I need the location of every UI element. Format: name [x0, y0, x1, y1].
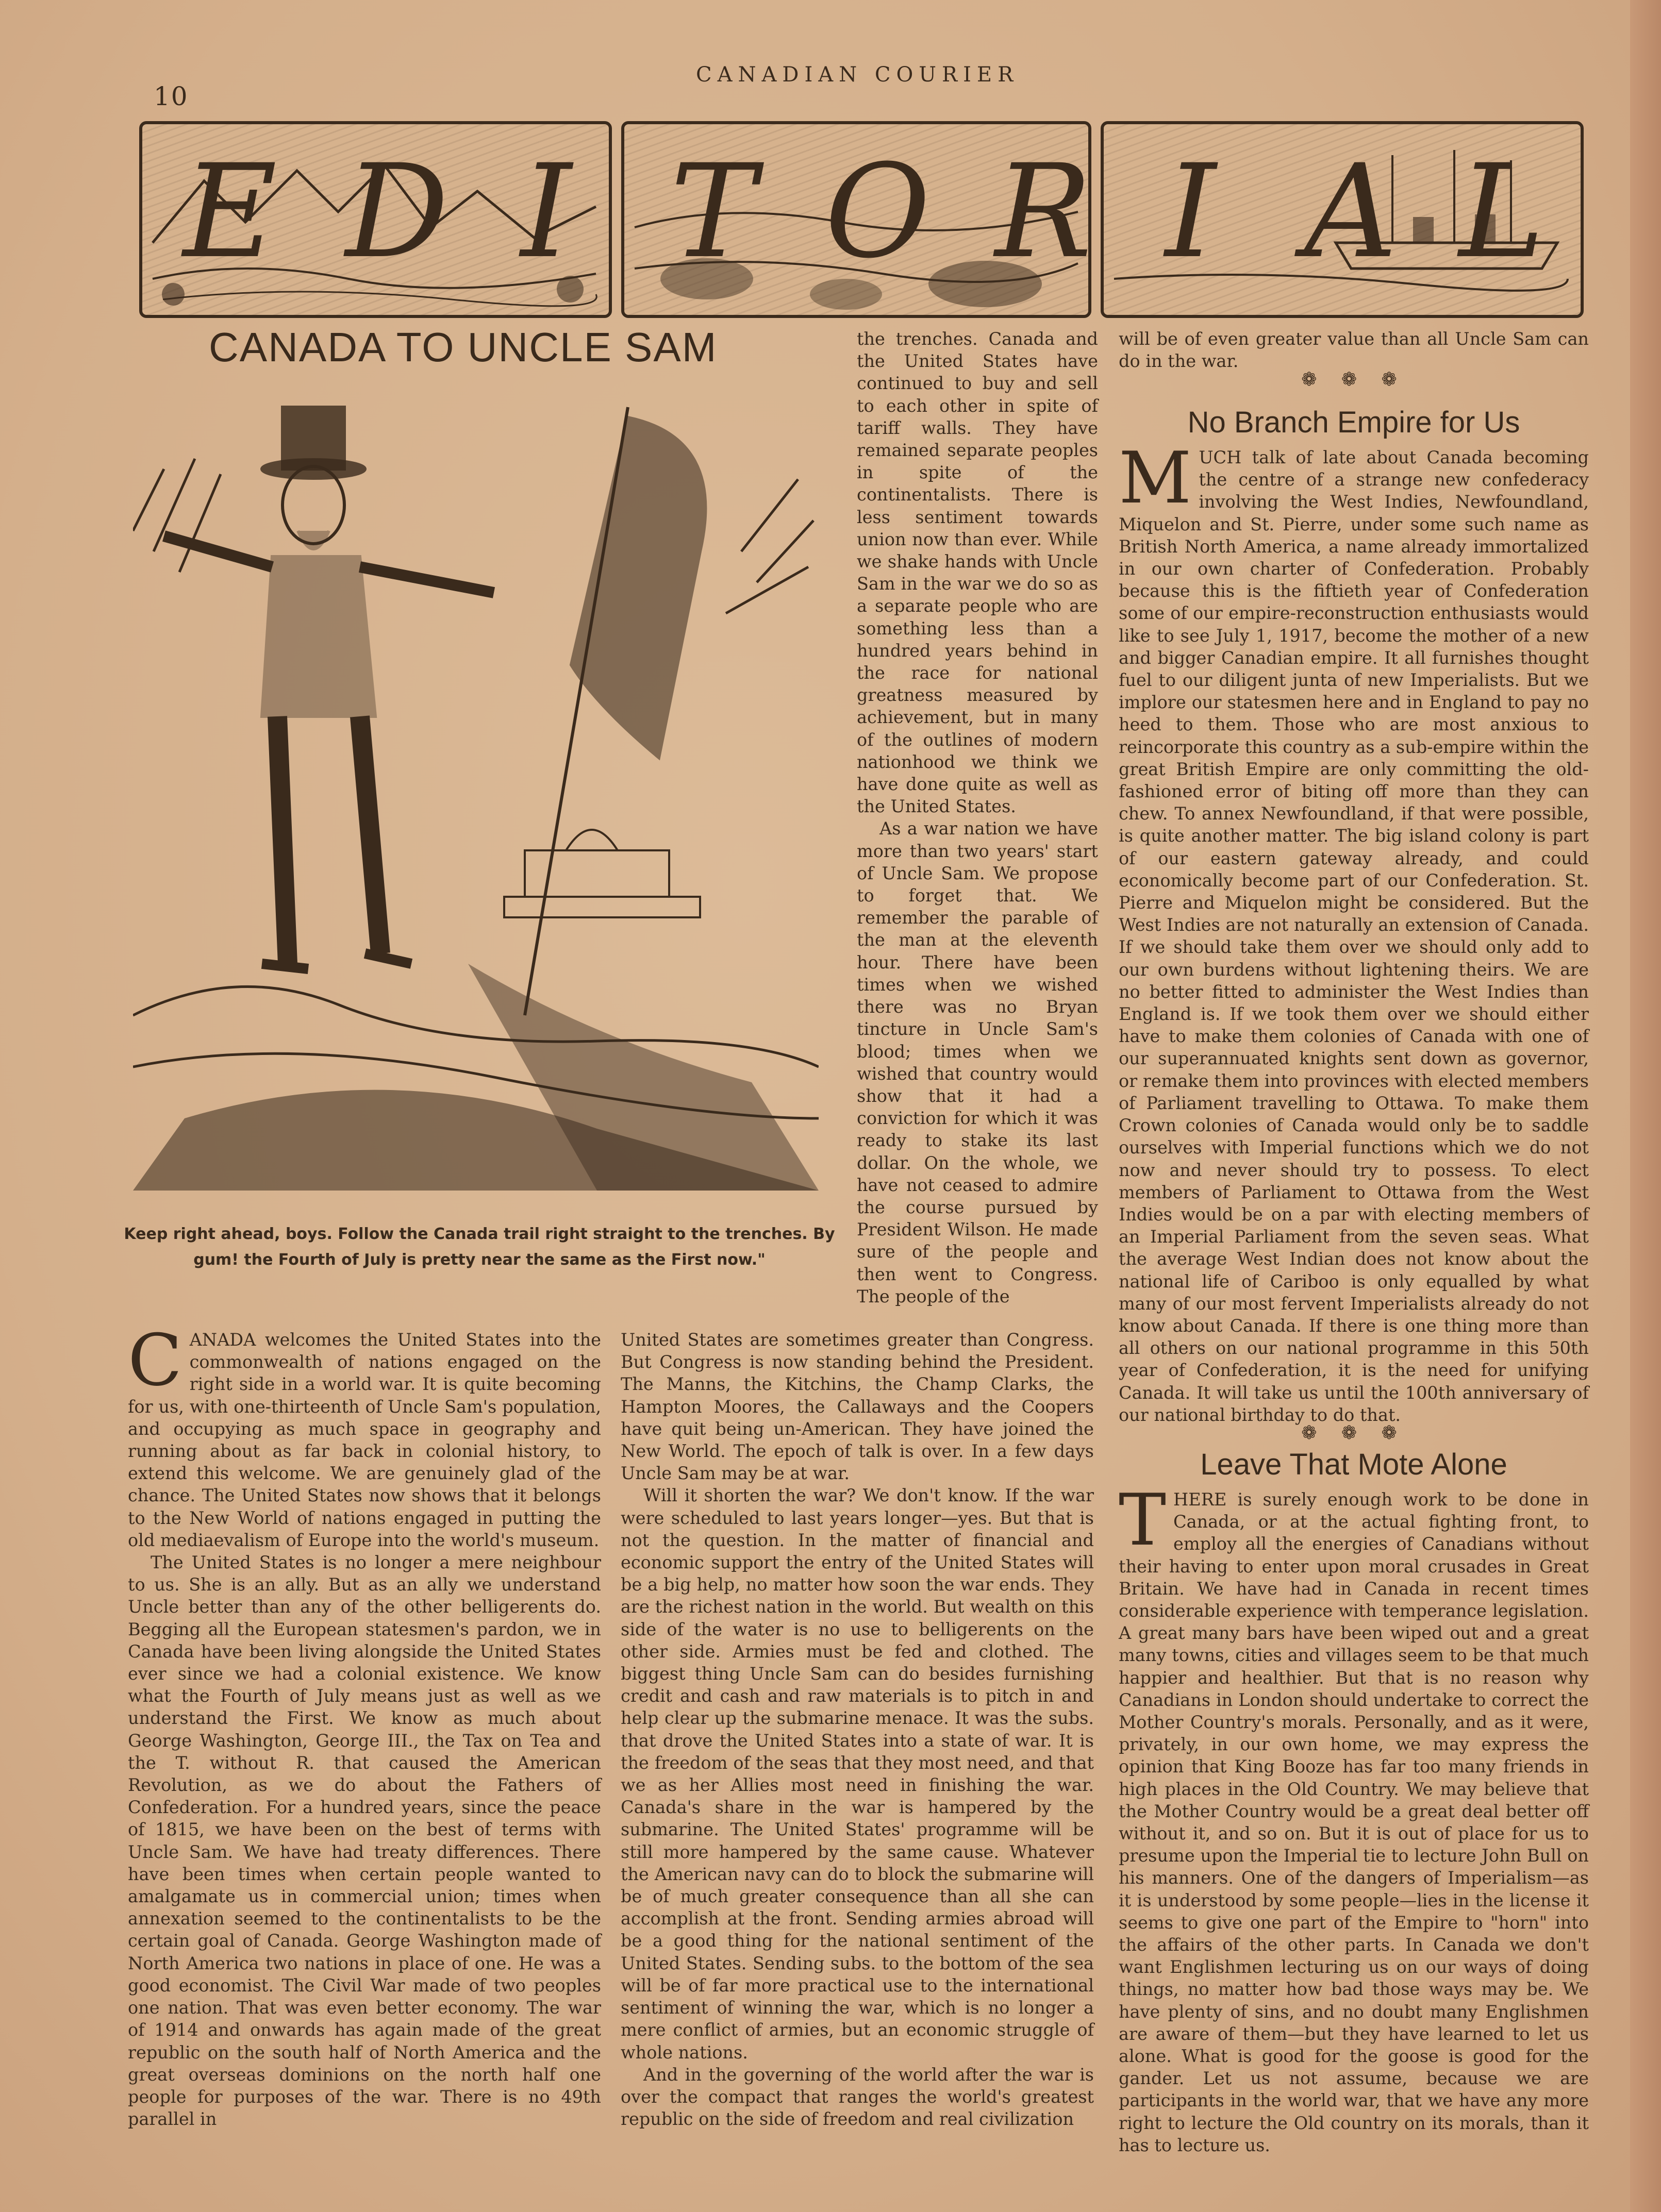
drop-cap: T — [1119, 1479, 1167, 1562]
drop-cap: C — [128, 1319, 182, 1402]
banner-letter: A — [1304, 137, 1398, 287]
article1-middle-top-column — [857, 328, 1098, 1308]
article1-middle-bottom-column — [621, 1329, 1094, 2130]
cartoon-caption: Keep right ahead, boys. Follow the Canada trail right straight to the trenches. By gum! the Fourth of July is pretty near the same as the First now." — [124, 1225, 835, 1269]
article1-paragraph: Will it shorten the war? We don't know. If the war were scheduled to last years longer—yes. But that is not the question. In the matter of financial and economic support the entry of the United States will be a big help, no matter how soon the war ends. They are the richest nation in the world. But wealth on this side of the water is no use to belligerents on the other side. Armies must be fed and clothed. The biggest thing Uncle Sam can do besides furnishing credit and cash and raw materials is to pitch in and help clear up the submarine menace. It was the subs. that drove the United States into a state of war. It is the freedom of the seas that they most need, and that we as her Allies most need in finishing the war. Canada's share in the war is hampered by the submarine. The United States' programme will be still more hampered by the same cause. Whatever the American navy can do to block the submarine will be of much greater consequence than all she can accomplish at the front. Sending armies abroad will be a good thing for the national sentiment of the United States. Sending subs. to the bottom of the sea will be of far more practical use to the international sentiment of winning the war, which is no longer a mere conflict of armies, but an economic struggle of whole nations. — [621, 1485, 1094, 2063]
article3-column — [1119, 1479, 1589, 2156]
banner-letter: I — [521, 137, 572, 287]
running-head: CANADIAN COURIER — [696, 63, 1019, 87]
article1-paragraph: The United States is no longer a mere neighbour to us. She is an ally. But as an ally we understand Uncle better than any of the other belligerents do. Begging all the European statesmen's pardon, we in Canada have been living alongside the United States ever since we had a colonial existence. We know what the Fourth of July means just as well as we understand the First. We know as much about George Washington, George III., the Tax on Tea and the T. without R. that caused the American Revolution, as we do about the Fathers of Confederation. For a hundred years, since the peace of 1815, we have been on the best of terms with Uncle Sam. We have had treaty differences. There have been times when certain people wanted to amalgamate us in commercial union; times when annexation seemed to the continentalists to be the certain goal of Canada. George Washington made of North America two nations in place of one. He was a good economist. The Civil War made of two peoples one nation. That was even better economy. The war of 1914 and onwards has again made of the great republic on the south half of North America and the great overseas dominions on the north half one people for purposes of the war. There is no 49th parallel in — [128, 1552, 601, 2130]
banner-letter: R — [995, 137, 1092, 287]
article3-title: Leave That Mote Alone — [1200, 1448, 1507, 1481]
article1-paragraph: United States are sometimes greater than Congress. But Congress is now standing behind the President. The Manns, the Kitchins, the Champ Clarks, the Hampton Moores, the Callaways and the Coopers have quit being un-American. They have joined the New World. The epoch of talk is over. In a few days Uncle Sam may be at war. — [621, 1330, 1094, 1484]
banner-letter: T — [670, 137, 756, 287]
article2-title: No Branch Empire for Us — [1187, 406, 1520, 439]
banner-letter: D — [345, 137, 449, 287]
article3-paragraph — [1119, 1479, 1589, 2156]
article1-right-top — [1119, 328, 1589, 372]
uncle-sam-cartoon — [133, 397, 819, 1191]
article1-text: ANADA welcomes the United States into the commonwealth of nations engaged on the right side in a world war. It is quite becoming for us, with one-thirteenth of Uncle Sam's population, and occupying as much space in geography and running about as far back in colonial history, to extend this welcome. We are genuinely glad of the chance. The United States now shows that it belongs to the New World of nations engaged in putting the old mediaevalism of Europe into the world's museum. — [128, 1330, 601, 1550]
article2-column — [1119, 437, 1589, 1426]
section-separator: ❁ ❁ ❁ — [1301, 1422, 1406, 1444]
article1-paragraph: the trenches. Canada and the United States have continued to buy and sell to each other in spite of tariff walls. They have remained separate peoples in spite of the continentalists. There is less sentiment towards union now than ever. While we shake hands with Uncle Sam in the war we do so as a separate people who are something less than a hundred years behind in the race for national greatness measured by achievement, but in many of the outlines of modern nationhood we think we have done quite as well as the United States. — [857, 329, 1098, 817]
capitol-building-icon — [504, 830, 700, 917]
page-number: 10 — [154, 81, 189, 111]
banner-letter: I — [1165, 137, 1216, 287]
banner-letter: O — [825, 137, 931, 287]
article1-paragraph: As a war nation we have more than two years' start of Uncle Sam. We propose to forget that. We remember the parable of the man at the eleventh hour. There have been times when we wished there was no Bryan tincture in Uncle Sam's blood; times when we wished that country would show that it had a conviction for which it was ready to stake its last dollar. On the whole, we have not ceased to admire the course pursued by President Wilson. He made sure of the people and then went to Congress. The people of the — [857, 818, 1098, 1306]
article1-left-column — [128, 1319, 601, 2130]
page-edge — [1630, 0, 1661, 2212]
section-separator: ❁ ❁ ❁ — [1301, 369, 1406, 390]
drop-cap: M — [1119, 437, 1192, 520]
article1-paragraph: And in the governing of the world after the war is over the compact that ranges the world's greatest republic on the side of freedom and real civilization — [621, 2064, 1094, 2130]
article2-text: UCH talk of late about Canada becoming the centre of a strange new confederacy involving the West Indies, Newfoundland, Miquelon and St. Pierre, under some such name as British North America, a name already immortalized in our own charter of Confederation. Probably because this is the fiftieth year of Confederation some of our empire-reconstruction enthusiasts would like to see July 1, 1917, become the mother of a new and bigger Canadian empire. It all furnishes thought fuel to our diligent junta of new Imperialists. But we implore our statesmen here and in England to pay no heed to them. Those who are most anxious to reincorporate this country as a sub-empire within the great British Empire are only committing the old-fashioned error of biting off more than they can chew. To annex Newfoundland, if that were possible, is quite another matter. The big island colony is part of our eastern gateway already, and could economically become part of our Confederation. St. Pierre and Miquelon might be considered. But the West Indies are not naturally an extension of Canada. If we should take them over we should only add to our own burdens without lightening theirs. We are no better fitted to administer the West Indies than England is. If we took them over we should either have to make them colonies of Canada with one of our superannuated knights sent down as governor, or remake them into provinces with elected members of Parliament travelling to Ottawa. To make them Crown colonies of Canada would only be to saddle ourselves with Imperial functions which we do not now and never should try to possess. To elect members of Parliament to Ottawa from the West Indies would be on a par with electing members of an Imperial Parliament from the seven seas. What the average West Indian does not know about the national life of Cariboo is only equalled by what many of our most fervent Imperialists already do not know about Canada. If there is one thing more than all others on our national programme in this 50th year of Confederation, it is the need for unifying Canada. It will take us until the 100th anniversary of our national birthday to do that. — [1119, 447, 1589, 1425]
main-headline: CANADA TO UNCLE SAM — [209, 324, 718, 370]
article1-paragraph: will be of even greater value than all Uncle Sam can do in the war. — [1119, 329, 1589, 372]
flag-icon — [525, 407, 705, 1015]
article3-text: HERE is surely enough work to be done in Canada, or at the actual fighting front, to employ all the energies of Canadians without their having to enter upon moral crusades in Great Britain. We have had in Canada in recent times considerable experience with temperance legislation. A great many bars have been wiped out and a great many towns, cities and villages seem to be that much happier and healthier. But that is no reason why Canadians in London should undertake to correct the Mother Country's morals. Personally, and as it were, privately, in our own home, we may express the opinion that King Booze has far too many friends in high places in the Old Country. We may believe that the Mother Country would be a great deal better off without it, and so on. But it is out of place for us to presume upon the Imperial tie to lecture John Bull on his manners. One of the dangers of Imperialism—as it is understood by some people—lies in the license it seems to give one part of the Empire to "horn" into the affairs of the other parts. In Canada we don't want Englishmen lecturing us on our ways of doing things, no matter how bad those ways may be. We have plenty of sins, and no doubt many Englishmen are aware of them—but they have learned to let us alone. What is good for the goose is good for the gander. Let us not assume, because we are participants in the world war, that we have any more right to lecture the Old country on its morals, than it has to lecture us. — [1119, 1489, 1589, 2155]
article2-paragraph — [1119, 437, 1589, 1426]
banner-letter: L — [1459, 137, 1545, 287]
editorial-banner — [139, 121, 1577, 312]
banner-letter: E — [183, 137, 277, 287]
article1-paragraph — [128, 1319, 601, 1551]
